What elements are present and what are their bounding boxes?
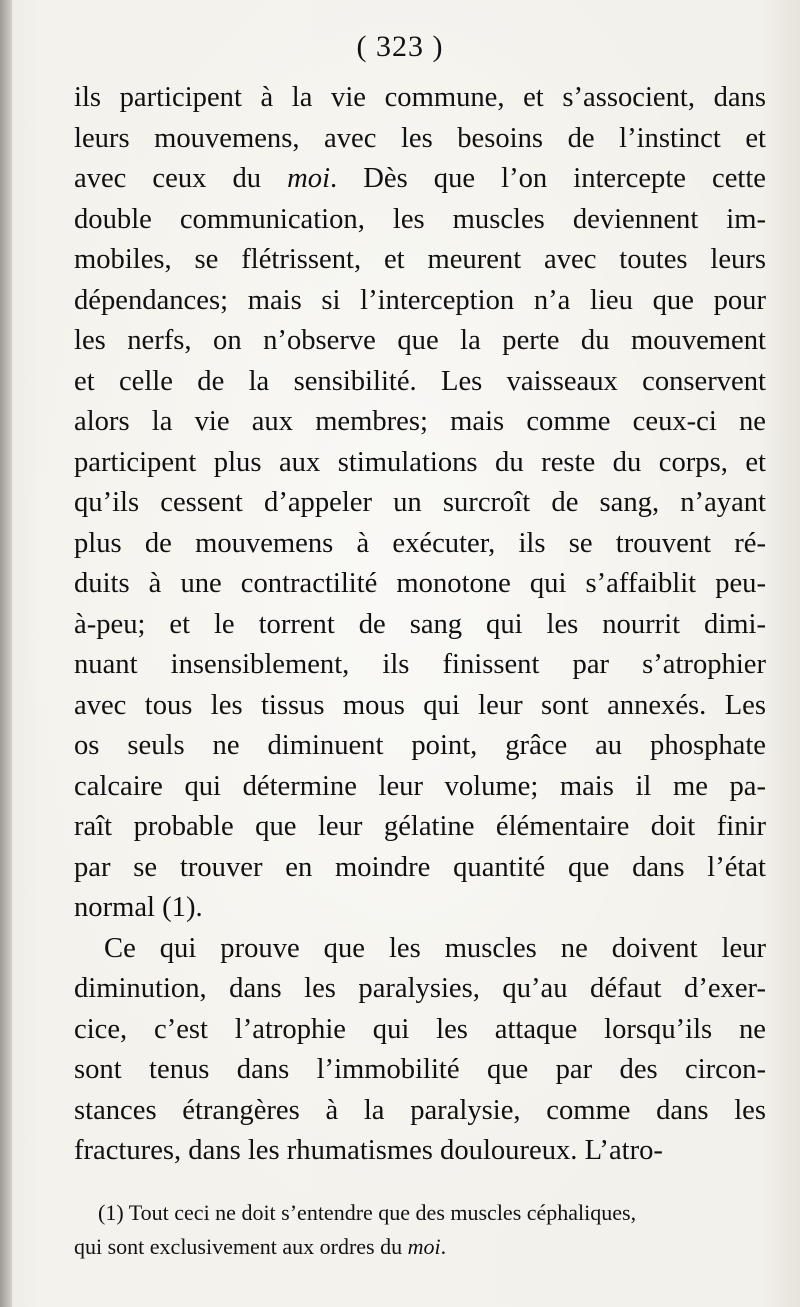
text-line: participent plus aux stimulations du reste du corps, et <box>74 446 766 478</box>
text-line: stances étrangères à la paralysie, comme dans les <box>74 1094 766 1126</box>
text-line: qu’ils cessent d’appeler un surcroît de sang, n’ayant <box>74 487 766 518</box>
text-line: normal (1). <box>74 892 203 923</box>
footnote <box>74 1196 766 1264</box>
italic-word: moi <box>287 163 331 194</box>
text-line: leurs mouvemens, avec les besoins de l’instinct et <box>74 122 766 154</box>
text-line: calcaire qui détermine leur volume; mais il me pa- <box>74 770 766 802</box>
text-line: raît probable que leur gélatine élémentaire doit finir <box>74 811 766 842</box>
text-line: les nerfs, on n’observe que la perte du mouvement <box>74 325 766 356</box>
italic-word: moi <box>407 1234 441 1259</box>
text-line: avec tous les tissus mous qui leur sont annexés. Les <box>74 689 766 721</box>
text-line: double communication, les muscles deviennent im- <box>74 203 766 235</box>
text-line: plus de mouvemens à exécuter, ils se trouvent ré- <box>74 527 766 559</box>
footnote-line: (1) Tout ceci ne doit s’entendre que des muscles céphaliques, <box>98 1200 637 1225</box>
text-line: avec ceux du moi. Dès que l’on intercepte cette <box>74 163 766 194</box>
footnote-line: qui sont exclusivement aux ordres du moi. <box>74 1234 447 1259</box>
paragraph <box>74 929 766 1172</box>
paragraph <box>74 78 766 929</box>
text-line: diminution, dans les paralysies, qu’au défaut d’exer- <box>74 973 766 1004</box>
text-line: ils participent à la vie commune, et s’associent, dans <box>74 82 766 113</box>
text-line: nuant insensiblement, ils finissent par s’atrophier <box>74 649 766 680</box>
text-line: duits à une contractilité monotone qui s’affaiblit peu- <box>74 568 766 599</box>
text-line: Ce qui prouve que les muscles ne doivent leur <box>104 932 766 964</box>
text-line: cice, c’est l’atrophie qui les attaque lorsqu’ils ne <box>74 1013 766 1045</box>
text-line: dépendances; mais si l’interception n’a lieu que pour <box>74 284 766 316</box>
text-line: alors la vie aux membres; mais comme ceux-ci ne <box>74 406 766 437</box>
text-line: à-peu; et le torrent de sang qui les nourrit dimi- <box>74 608 766 640</box>
text-line: fractures, dans les rhumatismes douloureux. L’atro- <box>74 1135 663 1166</box>
text-line: mobiles, se flétrissent, et meurent avec toutes leurs <box>74 244 766 275</box>
text-line: et celle de la sensibilité. Les vaisseaux conservent <box>74 365 766 397</box>
text-line: par se trouver en moindre quantité que dans l’état <box>74 851 766 883</box>
page-binding-shadow <box>0 0 12 1307</box>
page-number: ( 323 ) <box>356 30 444 63</box>
body-text <box>74 78 766 1172</box>
text-line: os seuls ne diminuent point, grâce au phosphate <box>74 730 766 761</box>
text-line: sont tenus dans l’immobilité que par des circon- <box>74 1054 766 1085</box>
